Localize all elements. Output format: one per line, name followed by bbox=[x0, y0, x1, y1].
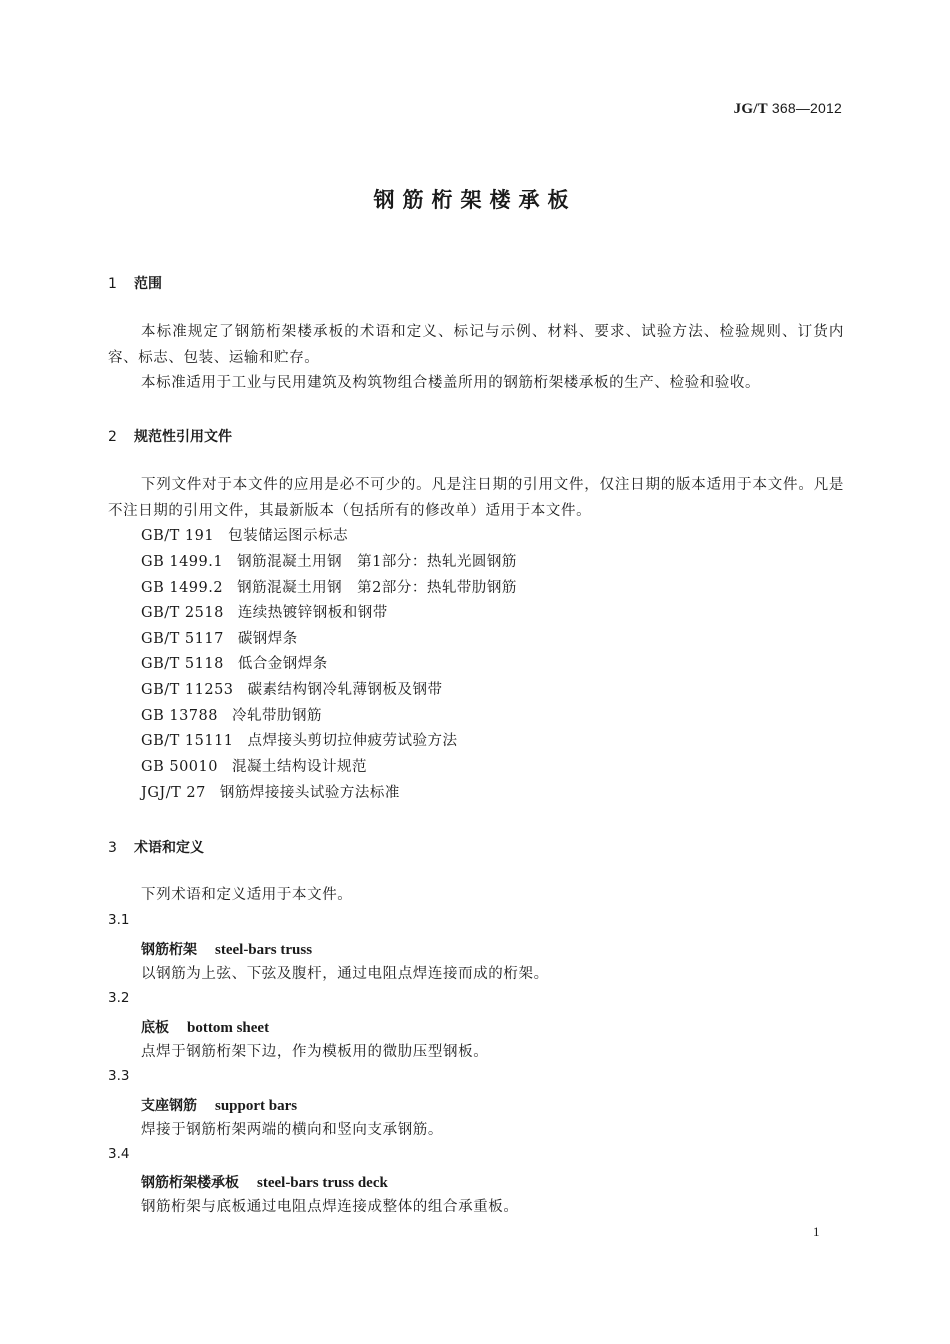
reference-item bbox=[141, 678, 443, 704]
reference-item bbox=[141, 755, 367, 781]
term-definition: 以钢筋为上弦、下弦及腹杆，通过电阻点焊连接而成的桁架。 bbox=[141, 966, 549, 982]
term-en: bottom sheet bbox=[187, 1020, 270, 1036]
reference-code: GB 13788 bbox=[141, 708, 218, 724]
reference-code: GB/T 15111 bbox=[141, 733, 234, 749]
reference-name: 钢筋焊接接头试验方法标准 bbox=[219, 785, 400, 801]
paragraph: 下列文件对于本文件的应用是必不可少的。凡是注日期的引用文件，仅注日期的版本适用于本文件。凡是不注日期的引用文件，其最新版本（包括所有的修改单）适用于本文件。 bbox=[108, 477, 844, 519]
reference-name: 点焊接头剪切拉伸疲劳试验方法 bbox=[247, 733, 458, 749]
reference-code: GB 50010 bbox=[141, 759, 218, 775]
reference-code: GB/T 2518 bbox=[141, 605, 224, 621]
term-definition: 焊接于钢筋桁架两端的横向和竖向支承钢筋。 bbox=[141, 1122, 443, 1138]
term-number: 3.2 bbox=[108, 990, 130, 1006]
reference-name: 低合金钢焊条 bbox=[237, 656, 328, 672]
reference-item bbox=[141, 576, 517, 602]
term-zh: 钢筋桁架楼承板 bbox=[141, 1175, 239, 1191]
reference-code: JGJ/T 27 bbox=[141, 785, 206, 801]
reference-name: 连续热镀锌钢板和钢带 bbox=[237, 605, 388, 621]
reference-item bbox=[141, 524, 348, 550]
reference-name: 包装储运图示标志 bbox=[228, 528, 349, 544]
reference-name: 碳钢焊条 bbox=[237, 631, 298, 647]
section-number: 1 bbox=[108, 276, 117, 292]
reference-name: 钢筋混凝土用钢 第1部分：热轧光圆钢筋 bbox=[237, 554, 517, 570]
reference-code: GB 1499.1 bbox=[141, 554, 224, 570]
section-heading-terms-definitions bbox=[108, 837, 204, 857]
standard-code: 368—2012 bbox=[771, 100, 842, 116]
reference-code: GB/T 11253 bbox=[141, 682, 234, 698]
section-heading-scope bbox=[108, 273, 162, 293]
term-number: 3.3 bbox=[108, 1068, 130, 1084]
reference-item bbox=[141, 627, 298, 653]
paragraph: 下列术语和定义适用于本文件。 bbox=[141, 887, 353, 903]
document-title: 钢筋桁架楼承板 bbox=[373, 188, 577, 212]
term-en: steel-bars truss deck bbox=[257, 1175, 388, 1191]
section-title: 范围 bbox=[134, 276, 162, 292]
reference-code: GB/T 5117 bbox=[141, 631, 224, 647]
section-number: 2 bbox=[108, 429, 117, 445]
term-heading bbox=[141, 1095, 297, 1115]
reference-code: GB/T 191 bbox=[141, 528, 215, 544]
paragraph: 本标准适用于工业与民用建筑及构筑物组合楼盖所用的钢筋桁架楼承板的生产、检验和验收。 bbox=[141, 375, 761, 391]
standard-number bbox=[734, 100, 842, 118]
term-definition: 点焊于钢筋桁架下边，作为模板用的微肋压型钢板。 bbox=[141, 1044, 489, 1060]
reference-name: 钢筋混凝土用钢 第2部分：热轧带肋钢筋 bbox=[237, 580, 517, 596]
term-heading bbox=[141, 1172, 388, 1192]
term-en: support bars bbox=[215, 1098, 298, 1114]
reference-code: GB 1499.2 bbox=[141, 580, 224, 596]
term-zh: 支座钢筋 bbox=[141, 1098, 197, 1114]
paragraph: 本标准规定了钢筋桁架楼承板的术语和定义、标记与示例、材料、要求、试验方法、检验规则、订货内容、标志、包装、运输和贮存。 bbox=[108, 324, 844, 366]
term-number: 3.1 bbox=[108, 912, 130, 928]
term-zh: 钢筋桁架 bbox=[141, 942, 197, 958]
section-heading-normative-references bbox=[108, 426, 232, 446]
standard-prefix: JG/T bbox=[733, 101, 768, 117]
term-number: 3.4 bbox=[108, 1146, 130, 1162]
section-title: 规范性引用文件 bbox=[134, 429, 232, 445]
term-heading bbox=[141, 939, 312, 959]
term-zh: 底板 bbox=[141, 1020, 169, 1036]
section-number: 3 bbox=[108, 840, 117, 856]
reference-item bbox=[141, 729, 458, 755]
term-heading bbox=[141, 1017, 269, 1037]
reference-item bbox=[141, 550, 517, 576]
reference-item bbox=[141, 652, 328, 678]
reference-item bbox=[141, 781, 400, 807]
term-definition: 钢筋桁架与底板通过电阻点焊连接成整体的组合承重板。 bbox=[141, 1199, 519, 1215]
term-en: steel-bars truss bbox=[215, 942, 313, 958]
section-title: 术语和定义 bbox=[134, 840, 204, 856]
reference-name: 碳素结构钢冷轧薄钢板及钢带 bbox=[247, 682, 443, 698]
reference-item bbox=[141, 704, 322, 730]
reference-code: GB/T 5118 bbox=[141, 656, 224, 672]
reference-name: 混凝土结构设计规范 bbox=[231, 759, 367, 775]
reference-item bbox=[141, 601, 388, 627]
reference-name: 冷轧带肋钢筋 bbox=[231, 708, 322, 724]
page-number: 1 bbox=[813, 1224, 820, 1239]
